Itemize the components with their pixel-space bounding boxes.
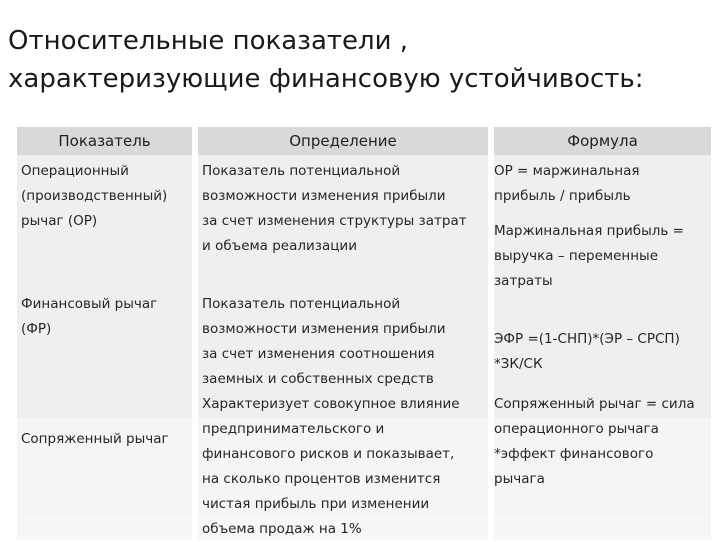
cell-formula-note: Маржинальная прибыль = выручка – переменные затраты [494, 223, 684, 289]
slide-title-line-1: Относительные показатели , [8, 26, 409, 56]
cell-indicator: Финансовый рычаг (ФР) [21, 296, 158, 337]
cell-formula: ОР = маржинальная прибыль / прибыль [494, 163, 640, 204]
slide-title-line-2: характеризующие финансовую устойчивость: [8, 64, 644, 94]
cell-formula: ЭФР =(1-СНП)*(ЭР – СРСП) *ЗК/СК [494, 331, 680, 372]
cell-indicator: Операционный (производственный) рычаг (ОР) [21, 163, 168, 229]
cell-definition: Показатель потенциальной возможности изменения прибыли за счет изменения структуры затрат и объема реализации [202, 163, 467, 254]
header-formula: Формула [567, 132, 638, 150]
cell-formula: Сопряженный рычаг = сила операционного рычага *эффект финансового рычага [494, 396, 695, 487]
indicators-table [17, 127, 711, 540]
cell-indicator: Сопряженный рычаг [21, 431, 169, 447]
slide-title [8, 22, 708, 98]
column-separator [192, 127, 198, 540]
header-indicator: Показатель [58, 132, 151, 150]
cell-definition: Показатель потенциальной возможности изменения прибыли за счет изменения соотношения заемных и собственных средств [202, 296, 446, 387]
header-definition: Определение [289, 132, 397, 150]
cell-definition: Характеризует совокупное влияние предпринимательского и финансового рисков и показывает, на сколько процентов изменится чистая прибыль при изменении объема продаж на 1% [202, 396, 460, 537]
